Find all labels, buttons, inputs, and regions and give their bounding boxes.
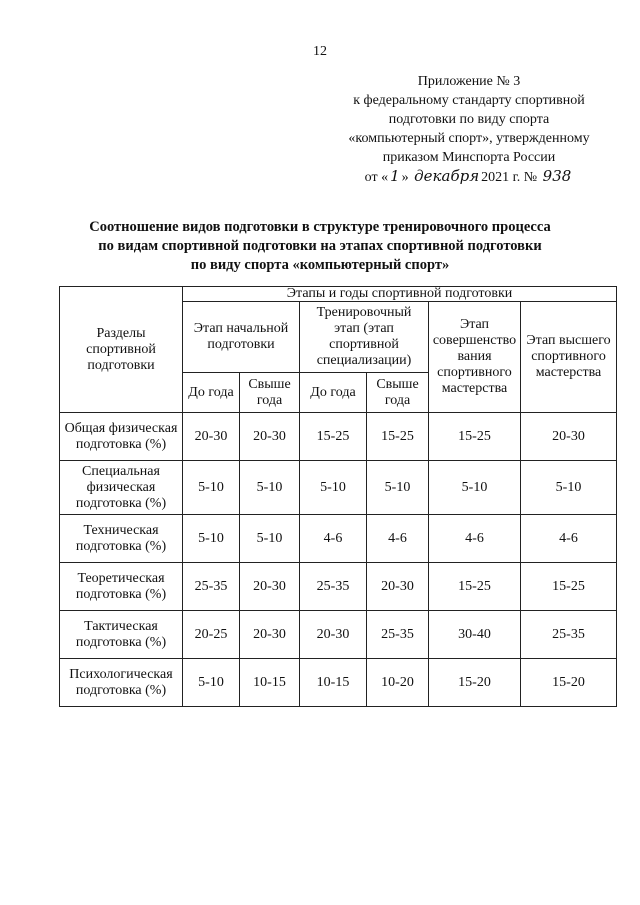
stage-initial-header: Этап начальной подготовки: [183, 302, 300, 373]
page-number: 12: [313, 44, 327, 59]
table-cell: 5-10: [183, 515, 240, 563]
appendix-line-5: приказом Минспорта России: [382, 150, 556, 165]
table-cell: 20-30: [367, 563, 429, 611]
order-prefix: от «: [364, 170, 389, 185]
table-cell: 5-10: [240, 461, 300, 515]
table-row: [60, 515, 617, 563]
row-label: Теоретическая подготовка (%): [60, 563, 183, 611]
table-cell: 10-15: [240, 659, 300, 707]
table-cell: 10-15: [300, 659, 367, 707]
table-row: [60, 659, 617, 707]
table-cell: 15-25: [429, 413, 521, 461]
table-cell: 5-10: [240, 515, 300, 563]
table-cell: 20-25: [183, 611, 240, 659]
table-cell: 5-10: [183, 659, 240, 707]
stage-training-header: Тренировочный этап (этап спортивной специализации): [300, 302, 429, 373]
order-day: 1: [390, 167, 400, 185]
table-cell: 25-35: [367, 611, 429, 659]
row-label: Психологическая подготовка (%): [60, 659, 183, 707]
document-title: [40, 218, 600, 275]
table-cell: 20-30: [240, 611, 300, 659]
stage-improvement-header: Этап совершенство вания спортивного мастерства: [429, 302, 521, 413]
table-cell: 20-30: [240, 563, 300, 611]
appendix-line-4: «компьютерный спорт», утвержденному: [348, 131, 590, 146]
appendix-title: Приложение № 3: [417, 74, 521, 89]
table-cell: 20-30: [183, 413, 240, 461]
table-row: [60, 611, 617, 659]
row-label: Техническая подготовка (%): [60, 515, 183, 563]
table-cell: 25-35: [183, 563, 240, 611]
table-cell: 4-6: [367, 515, 429, 563]
appendix-line-3: подготовки по виду спорта: [388, 112, 550, 127]
training-over-year: Свыше года: [367, 373, 429, 413]
table-cell: 15-20: [429, 659, 521, 707]
table-cell: 20-30: [521, 413, 617, 461]
table-cell: 5-10: [429, 461, 521, 515]
table-cell: 15-25: [521, 563, 617, 611]
stages-header: Этапы и годы спортивной подготовки: [183, 287, 617, 302]
table-cell: 15-20: [521, 659, 617, 707]
table-cell: 4-6: [300, 515, 367, 563]
row-label: Специальная физическая подготовка (%): [60, 461, 183, 515]
table-cell: 20-30: [300, 611, 367, 659]
table-cell: 25-35: [521, 611, 617, 659]
row-label: Тактическая подготовка (%): [60, 611, 183, 659]
training-up-to-year: До года: [300, 373, 367, 413]
table-cell: 4-6: [521, 515, 617, 563]
order-line: [334, 167, 604, 187]
table-cell: 25-35: [300, 563, 367, 611]
order-month: декабря: [414, 167, 480, 185]
initial-over-year: Свыше года: [240, 373, 300, 413]
table-cell: 15-25: [300, 413, 367, 461]
order-year: 2021 г. №: [481, 170, 538, 185]
appendix-block: [334, 72, 604, 187]
order-mid: »: [401, 170, 409, 185]
table-row: [60, 461, 617, 515]
row-label: Общая физическая подготовка (%): [60, 413, 183, 461]
title-line-2: по видам спортивной подготовки на этапах спортивной подготовки: [98, 238, 542, 254]
table-cell: 30-40: [429, 611, 521, 659]
table-cell: 4-6: [429, 515, 521, 563]
title-line-3: по виду спорта «компьютерный спорт»: [190, 257, 450, 273]
table-cell: 5-10: [183, 461, 240, 515]
table-row: [60, 563, 617, 611]
training-ratio-table: [59, 286, 617, 707]
table-cell: 20-30: [240, 413, 300, 461]
appendix-line-2: к федеральному стандарту спортивной: [353, 93, 585, 108]
table-cell: 15-25: [367, 413, 429, 461]
table-cell: 10-20: [367, 659, 429, 707]
title-line-1: Соотношение видов подготовки в структуре тренировочного процесса: [89, 219, 551, 235]
initial-up-to-year: До года: [183, 373, 240, 413]
table-cell: 5-10: [300, 461, 367, 515]
table-cell: 5-10: [521, 461, 617, 515]
order-number: 938: [542, 167, 572, 185]
stage-highest-header: Этап высшего спортивного мастерства: [521, 302, 617, 413]
table-cell: 5-10: [367, 461, 429, 515]
table-cell: 15-25: [429, 563, 521, 611]
sections-header: Разделы спортивной подготовки: [60, 287, 183, 413]
table-row: [60, 413, 617, 461]
